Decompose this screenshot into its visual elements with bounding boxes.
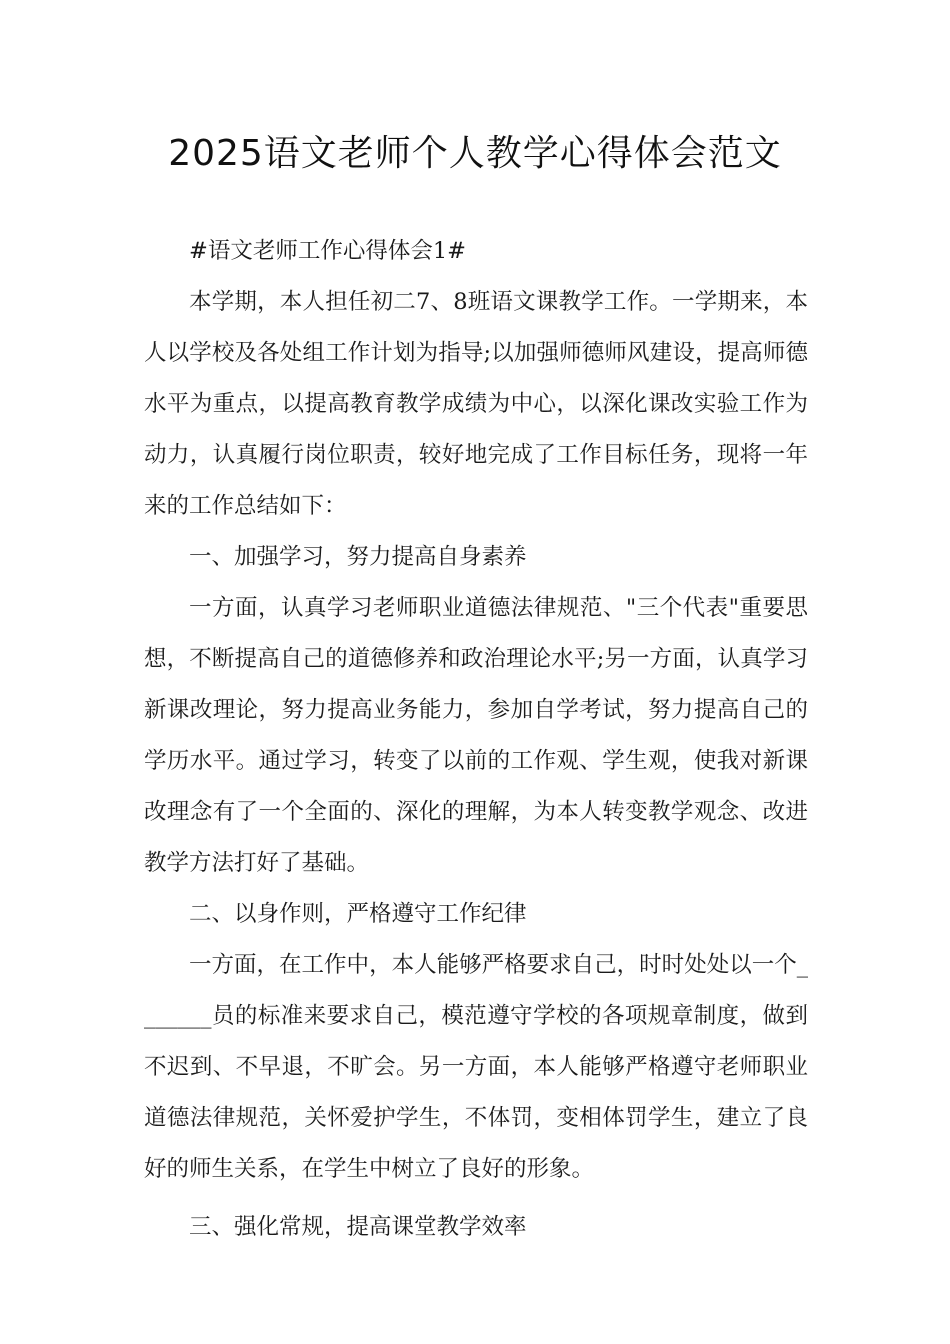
intro-paragraph: 本学期，本人担任初二7、8班语文课教学工作。一学期来，本人以学校及各处组工作计划为指导;以加强师德师风建设，提高师德水平为重点，以提高教育教学成绩为中心，以深化课改实验工作为动力，认真履行岗位职责，较好地完成了工作目标任务，现将一年来的工作总结如下： (144, 289, 808, 519)
section-1-paragraph: 一方面，认真学习老师职业道德法律规范、"三个代表"重要思想，不断提高自己的道德修养和政治理论水平;另一方面，认真学习新课改理论，努力提高业务能力，参加自学考试，努力提高自己的学历水平。通过学习，转变了以前的工作观、学生观，使我对新课改理念有了一个全面的、深化的理解，为本人转变教学观念、改进教学方法打好了基础。 (144, 595, 808, 876)
section-heading-2: 二、以身作则，严格遵守工作纪律 (189, 901, 527, 927)
document-body (144, 226, 808, 1253)
document-title: 2025语文老师个人教学心得体会范文 (168, 133, 782, 174)
section-tag: #语文老师工作心得体会1# (189, 238, 467, 264)
section-heading-1: 一、加强学习，努力提高自身素养 (189, 544, 527, 570)
section-heading-3: 三、强化常规，提高课堂教学效率 (189, 1214, 527, 1240)
section-2-paragraph: 一方面，在工作中，本人能够严格要求自己，时时处处以一个_______员的标准来要求自己，模范遵守学校的各项规章制度，做到不迟到、不早退，不旷会。另一方面，本人能够严格遵守老师职业道德法律规范，关怀爱护学生，不体罚，变相体罚学生，建立了良好的师生关系，在学生中树立了良好的形象。 (144, 952, 808, 1182)
